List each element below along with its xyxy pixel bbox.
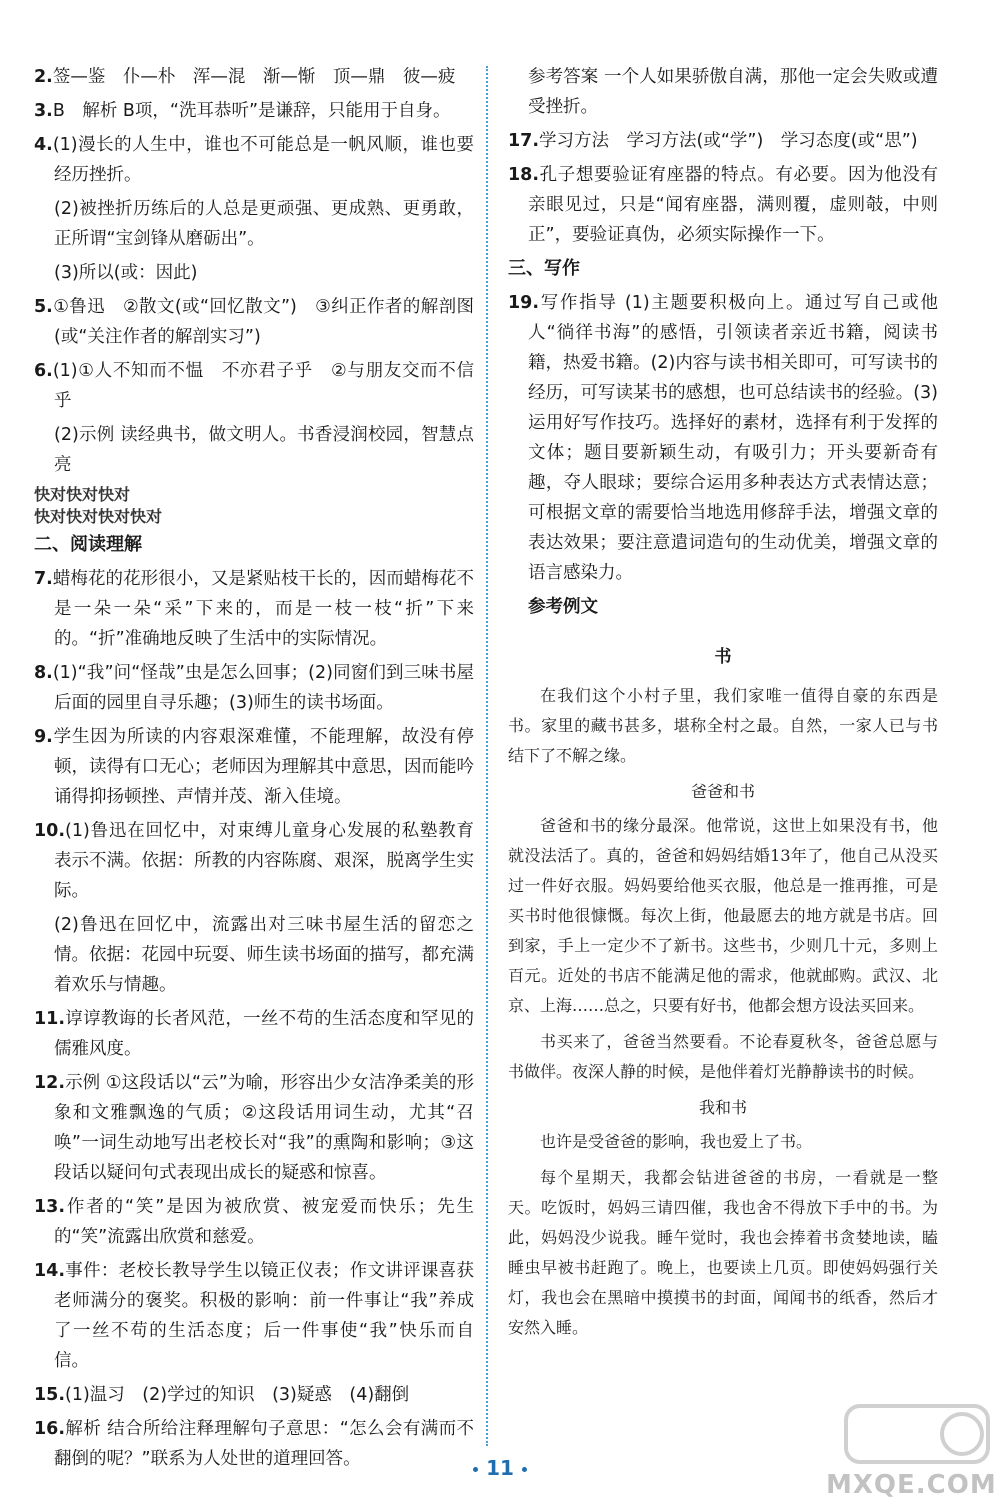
right-column xyxy=(508,62,938,1349)
answer-item-9: 9.学生因为所读的内容艰深难懂，不能理解，故没有停顿，读得有口无心；老师因为理解其中意思，因而能吟诵得抑扬顿挫、声情并茂、渐入佳境。 xyxy=(34,727,474,807)
answer-item-4: 4.(1)漫长的人生中，谁也不可能总是一帆风顺，谁也要经历挫折。 xyxy=(34,135,474,185)
answer-item-19: 19.写作指导 (1)主题要积极向上。通过写自己或他人“徜徉书海”的感悟，引领读者亲近书籍，阅读书籍，热爱书籍。(2)内容与读书相关即可，可写读书的经历，可写读某书的感想，也可总结读书的经验。(3)运用好写作技巧。选择好的素材，选择有利于发挥的文体；题目要新颖生动，有吸引力；开头要新奇有趣，夺人眼球；要综合运用多种表达方式表情达意；可根据文章的需要恰当地选用修辞手法，增强文章的表达效果；要注意遣词造句的生动优美，增强文章的语言感染力。 xyxy=(508,293,938,583)
answer-item-10: 10.(1)鲁迅在回忆中，对束缚儿童身心发展的私塾教育表示不满。依据：所教的内容陈腐、艰深，脱离学生实际。 xyxy=(34,821,474,901)
answer-item-3: 3.B 解析 B项，“洗耳恭听”是谦辞，只能用于自身。 xyxy=(34,101,451,121)
answer-item-8: 8.(1)“我”问“怪哉”虫是怎么回事；(2)同窗们到三味书屋后面的园里自寻乐趣；(3)师生的读书场面。 xyxy=(34,663,474,713)
page-dot-right xyxy=(522,1467,527,1472)
watermark-logo-icon xyxy=(842,1400,992,1470)
watermark-text: MXQE.COM xyxy=(826,1470,997,1500)
answer-item-16: 16.解析 结合所给注释理解句子意思：“怎么会有满而不翻倒的呢？”联系为人处世的道理回答。 xyxy=(34,1419,474,1469)
essay-subheading-2: 我和书 xyxy=(698,1098,747,1117)
answer-item-11: 11.谆谆教诲的长者风范，一丝不苟的生活态度和罕见的儒雅风度。 xyxy=(34,1009,474,1059)
essay-paragraph-4: 每个星期天，我都会钻进爸爸的书房，一看就是一整天。吃饭时，妈妈三请四催，我也舍不得放下手中的书。为此，妈妈没少说我。睡午觉时，我也会捧着书贪婪地读，瞌睡虫早被书赶跑了。晚上，也要读上几页。即使妈妈强行关灯，我也会在黑暗中摸摸书的封面，闻闻书的纸香，然后才安然入睡。 xyxy=(508,1168,938,1337)
answer-item-15: 15.(1)温习 (2)学过的知识 (3)疑惑 (4)翻倒 xyxy=(34,1385,410,1405)
answer-item-6-part2: (2)示例 读经典书，做文明人。书香浸润校园，智慧点亮 xyxy=(54,425,474,475)
column-divider xyxy=(486,66,488,1446)
answer-item-13: 13.作者的“笑”是因为被欣赏、被宠爱而快乐；先生的“笑”流露出欣赏和慈爱。 xyxy=(34,1197,474,1247)
answer-item-14: 14.事件：老校长教导学生以镜正仪表；作文讲评课喜获老师满分的褒奖。积极的影响：前一件事让“我”养成了一丝不苟的生活态度；后一件事使“我”快乐而自信。 xyxy=(34,1261,474,1371)
answer-item-4-part2: (2)被挫折历练后的人总是更顽强、更成熟、更勇敢，正所谓“宝剑锋从磨砺出”。 xyxy=(54,199,474,249)
essay-subheading-1: 爸爸和书 xyxy=(690,782,755,801)
essay-title: 书 xyxy=(714,647,732,667)
answer-item-4-part3: (3)所以(或：因此) xyxy=(54,263,198,283)
left-column xyxy=(34,62,474,1478)
answer-item-10-part2: (2)鲁迅在回忆中，流露出对三味书屋生活的留恋之情。依据：花园中玩耍、师生读书场面的描写，都充满着欢乐与情趣。 xyxy=(54,915,474,995)
essay-paragraph-1: 爸爸和书的缘分最深。他常说，这世上如果没有书，他就没法活了。真的，爸爸和妈妈结婚13年了，他自己从没买过一件好衣服。妈妈要给他买衣服，他总是一推再推，可是买书时他很慷慨。每次上街，他最愿去的地方就是书店。回到家，手上一定少不了新书。这些书，少则几十元，多则上百元。近处的书店不能满足他的需求，他就邮购。武汉、北京、上海……总之，只要有好书，他都会想方设法买回来。 xyxy=(508,816,938,1015)
answer-item-2: 2.签—鉴 仆—朴 浑—混 渐—惭 顶—鼎 彼—疲 xyxy=(34,67,456,87)
answer-item-7: 7.蜡梅花的花形很小，又是紧贴枝干长的，因而蜡梅花不是一朵一朵“采”下来的，而是一枝一枝“折”下来的。“折”准确地反映了生活中的实际情况。 xyxy=(34,569,474,649)
essay-paragraph-3: 也许是受爸爸的影响，我也爱上了书。 xyxy=(540,1132,813,1151)
stamp-line-1: 快对快对快对 xyxy=(34,485,131,504)
answer-item-12: 12.示例 ①这段话以“云”为喻，形容出少女洁净柔美的形象和文雅飘逸的气质；②这段话用词生动，尤其“召唤”一词生动地写出老校长对“我”的熏陶和影响；③这段话以疑问句式表现出成长的疑惑和惊喜。 xyxy=(34,1073,474,1183)
section-writing-heading: 三、写作 xyxy=(508,258,580,279)
answer-item-6: 6.(1)①人不知而不愠 不亦君子乎 ②与朋友交而不信乎 xyxy=(34,361,474,411)
example-essay-label: 参考例文 xyxy=(528,597,598,617)
essay-paragraph-2: 书买来了，爸爸当然要看。不论春夏秋冬，爸爸总愿与书做伴。夜深人静的时候，是他伴着灯光静静读书的时候。 xyxy=(508,1032,938,1081)
page-number: 11 xyxy=(0,1456,1000,1480)
answer-item-17: 17.学习方法 学习方法(或“学”) 学习态度(或“思”) xyxy=(508,131,918,151)
section-reading-heading: 二、阅读理解 xyxy=(34,534,142,555)
essay-intro: 在我们这个小村子里，我们家唯一值得自豪的东西是书。家里的藏书甚多，堪称全村之最。自然，一家人已与书结下了不解之缘。 xyxy=(508,686,938,765)
answer-item-5: 5.①鲁迅 ②散文(或“回忆散文”) ③纠正作者的解剖图(或“关注作者的解剖实习”) xyxy=(34,297,474,347)
page-dot-left xyxy=(473,1467,478,1472)
answer-item-18: 18.孔子想要验证宥座器的特点。有必要。因为他没有亲眼见过，只是“闻宥座器，满则覆，虚则攲，中则正”，要验证真伪，必须实际操作一下。 xyxy=(508,165,938,245)
answer-item-16-reference: 参考答案 一个人如果骄傲自满，那他一定会失败或遭受挫折。 xyxy=(528,67,938,117)
stamp-line-2: 快对快对快对快对 xyxy=(34,507,163,526)
